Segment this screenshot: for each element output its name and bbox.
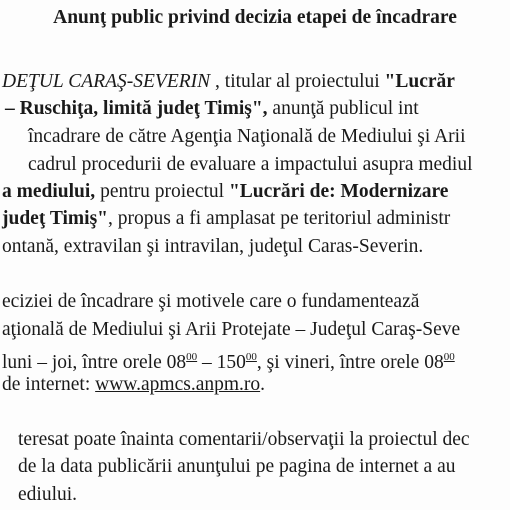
p2-l4-end: .	[260, 374, 266, 395]
p2-line-4	[2, 373, 265, 397]
p2-line-3	[2, 345, 455, 375]
schedule-sup-3: 00	[443, 351, 455, 363]
county-name: DEŢUL CARAŞ-SEVERIN	[2, 71, 211, 92]
p1-line-4: cadrul procedurii de evaluare a impactului asupra mediul	[28, 154, 473, 175]
project-title-end: judeţ Timiş"	[2, 208, 109, 229]
p1-l5-text: pentru proiectul	[95, 181, 229, 202]
p1-line-5	[2, 180, 448, 204]
p3-line-1: teresat poate înainta comentarii/observaţii la proiectul dec	[18, 429, 470, 450]
project-name-start: "Lucrăr	[384, 71, 455, 92]
p1-l2-text: anunţă publicul int	[267, 98, 419, 119]
schedule-sup-1: 00	[186, 351, 198, 363]
schedule-text-a: luni – joi, între orele 08	[2, 352, 187, 373]
schedule-text-c: , şi vineri, între orele 08	[256, 352, 444, 373]
p1-line-2	[5, 97, 419, 121]
p2-line-2: aţională de Mediului şi Arii Protejate – Judeţul Caraş-Seve	[2, 319, 461, 340]
p1-line-7: ontană, extravilan şi intravilan, judeţul Caras-Severin.	[2, 236, 424, 257]
p1-line-6	[2, 207, 450, 231]
p1-line-1	[2, 70, 455, 94]
project-title-start: "Lucrări de: Modernizare	[228, 181, 449, 202]
p2-l4-text: de internet:	[2, 374, 96, 395]
p1-line-3: încadrare de către Agenţia Naţională de Mediului şi Arii	[28, 126, 466, 147]
p1-l1-text: , titular al proiectului	[210, 71, 385, 92]
p3-line-2: de la data publicării anunţului pe pagina de internet a au	[18, 456, 456, 477]
p2-line-1: eciziei de încadrare şi motivele care o fundamentează	[2, 291, 420, 312]
project-name-end: – Ruschiţa, limită judeţ Timiş",	[5, 98, 268, 119]
p3-line-3: ediului.	[18, 484, 78, 505]
schedule-sup-2: 00	[245, 351, 257, 363]
p1-l6-text: , propus a fi amplasat pe teritoriul administr	[108, 208, 451, 229]
announcement-title: Anunţ public privind decizia etapei de încadrare	[53, 7, 457, 28]
schedule-text-b: – 150	[197, 352, 246, 373]
p1-l5-bold: a mediului,	[2, 181, 96, 202]
website-link[interactable]: www.apmcs.anpm.ro	[95, 374, 261, 395]
